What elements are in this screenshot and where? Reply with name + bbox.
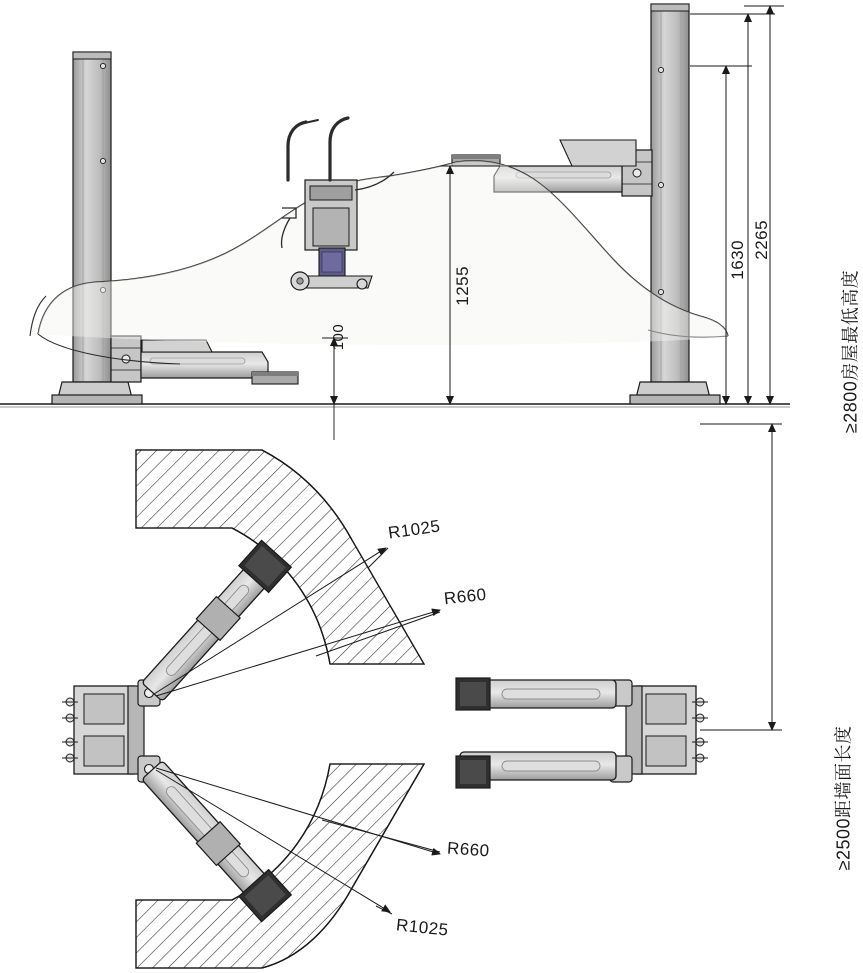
dimension-label-100: 100 [329,323,347,351]
plan-view [62,404,782,968]
radius-label-lower-outer: R1025 [395,915,450,940]
plan-right-post [456,678,708,788]
radius-label-upper-outer: R1025 [386,516,442,543]
plan-right-arm-lower [456,752,616,788]
right-column [630,4,720,404]
front-elevation-view [0,4,790,407]
dimension-2265 [690,14,775,404]
dimension-label-1630: 1630 [727,239,747,280]
plan-right-arm-upper [456,678,616,710]
dimension-label-2265: 2265 [751,219,771,260]
dimension-1630 [690,66,752,404]
dimension-label-1255: 1255 [452,265,472,306]
radius-label-lower-inner: R660 [446,838,491,861]
dimension-min-wall-distance [700,424,782,730]
radius-label-upper-inner: R660 [443,584,488,609]
dimension-label-min-wall-distance: ≥2500距墙面长度 [833,725,854,871]
dimension-label-min-ceiling-height: ≥2800房屋最低高度 [840,269,861,434]
plan-left-post [62,540,291,921]
